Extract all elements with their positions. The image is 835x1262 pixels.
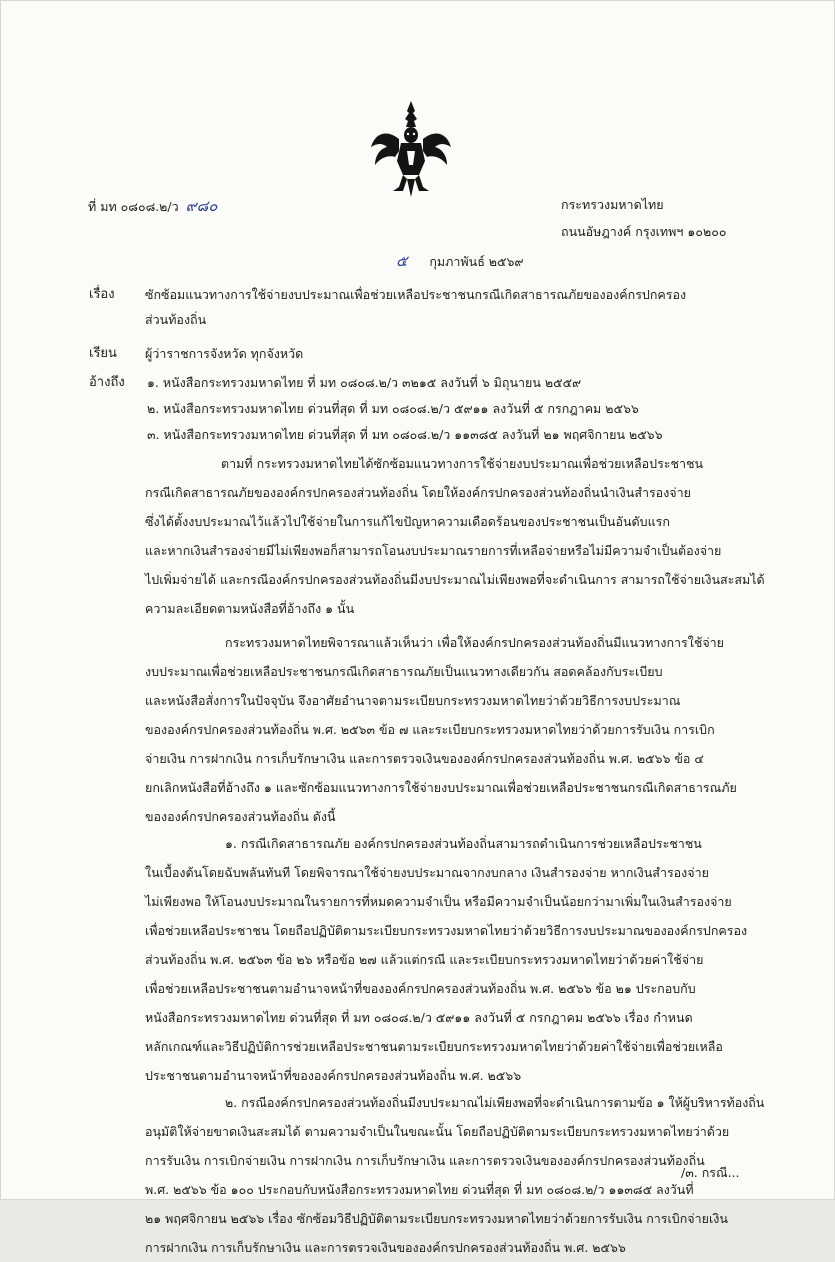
paragraph-line: กระทรวงมหาดไทยพิจารณาแล้วเห็นว่า เพื่อให้องค์กรปกครองส่วนท้องถิ่นมีแนวทางการใช้จ่าย	[225, 635, 724, 650]
paragraph-line: เพื่อช่วยเหลือประชาชน โดยถือปฏิบัติตามระเบียบกระทรวงมหาดไทยว่าด้วยวิธีการงบประมาณขององค์กรปกครอง	[145, 923, 748, 938]
continuation-marker: /๓. กรณี...	[681, 1165, 740, 1180]
paragraph-line: หนังสือกระทรวงมหาดไทย ด่วนที่สุด ที่ มท ๐๘๐๘.๒/ว ๕๙๑๑ ลงวันที่ ๕ กรกฎาคม ๒๕๖๖ เรื่อง กำหนด	[145, 1010, 693, 1025]
paragraph-line: ไปเพิ่มจ่ายได้ และกรณีองค์กรปกครองส่วนท้องถิ่นมีงบประมาณไม่เพียงพอที่จะดำเนินการ สามารถใช้จ่ายเงินสะสมได้	[145, 572, 765, 587]
paragraph-line: ในเบื้องต้นโดยฉับพลันทันที โดยพิจารณาใช้จ่ายงบประมาณจากงบกลาง เงินสำรองจ่าย หากเงินสำรองจ่าย	[145, 865, 709, 880]
paragraph-line: ประชาชนตามอำนาจหน้าที่ขององค์กรปกครองส่วนท้องถิ่น พ.ศ. ๒๕๖๖	[145, 1068, 522, 1083]
paragraph-line: ตามที่ กระทรวงมหาดไทยได้ซักซ้อมแนวทางการใช้จ่ายงบประมาณเพื่อช่วยเหลือประชาชน	[221, 456, 704, 471]
paragraph-line: ส่วนท้องถิ่น พ.ศ. ๒๕๖๓ ข้อ ๒๖ หรือข้อ ๒๗ แล้วแต่กรณี และระเบียบกระทรวงมหาดไทยว่าด้วยค่าใช้จ่าย	[145, 952, 704, 967]
letter-date	[396, 252, 524, 270]
ministry-address: ถนนอัษฎางค์ กรุงเทพฯ ๑๐๒๐๐	[561, 224, 727, 239]
paragraph-line: ๒๑ พฤศจิกายน ๒๕๖๖ เรื่อง ซักซ้อมวิธีปฏิบัติตามระเบียบกระทรวงมหาดไทยว่าด้วยการรับเงิน การเบิกจ่ายเงิน	[145, 1211, 728, 1226]
subject-line-2: ส่วนท้องถิ่น	[145, 312, 207, 327]
paragraph-line: ขององค์กรปกครองส่วนท้องถิ่น พ.ศ. ๒๕๖๓ ข้อ ๗ และระเบียบกระทรวงมหาดไทยว่าด้วยการรับเงิน การเบิก	[145, 722, 715, 737]
ministry-name: กระทรวงมหาดไทย	[561, 197, 664, 212]
reference-number-block	[88, 197, 217, 215]
paragraph-line: พ.ศ. ๒๕๖๖ ข้อ ๑๐๐ ประกอบกับหนังสือกระทรวงมหาดไทย ด่วนที่สุด ที่ มท ๐๘๐๘.๒/ว ๑๑๓๘๕ ลงวันที่	[145, 1182, 694, 1197]
addressee-label: เรียน	[89, 346, 117, 361]
paragraph-line: จ่ายเงิน การฝากเงิน การเก็บรักษาเงิน และการตรวจเงินขององค์กรปกครองส่วนท้องถิ่น พ.ศ. ๒๕๖๖ ข้อ ๔	[145, 751, 704, 766]
paragraph-line: ขององค์กรปกครองส่วนท้องถิ่น ดังนี้	[145, 809, 336, 824]
paragraph-line: ๒. กรณีองค์กรปกครองส่วนท้องถิ่นมีงบประมาณไม่เพียงพอที่จะดำเนินการตามข้อ ๑ ให้ผู้บริหารท้องถิ่น	[225, 1095, 765, 1110]
paragraph-1	[145, 449, 765, 623]
paragraph-line: ซึ่งได้ตั้งงบประมาณไว้แล้วไปใช้จ่ายในการแก้ไขปัญหาความเดือดร้อนของประชาชนเป็นอันดับแรก	[145, 514, 670, 529]
paragraph-line: กรณีเกิดสาธารณภัยขององค์กรปกครองส่วนท้องถิ่น โดยให้องค์กรปกครองส่วนท้องถิ่นนำเงินสำรองจ่าย	[145, 485, 691, 500]
paragraph-line: ไม่เพียงพอ ให้โอนงบประมาณในรายการที่หมดความจำเป็น หรือมีความจำเป็นน้อยกว่ามาเพิ่มในเงินสำรองจ่าย	[145, 894, 732, 909]
paragraph-line: เพื่อช่วยเหลือประชาชนตามอำนาจหน้าที่ขององค์กรปกครองส่วนท้องถิ่น พ.ศ. ๒๕๖๖ ข้อ ๒๑ ประกอบกับ	[145, 981, 696, 996]
paragraph-line: หลักเกณฑ์และวิธีปฏิบัติการช่วยเหลือประชาชนตามระเบียบกระทรวงมหาดไทยว่าด้วยค่าใช้จ่ายเพื่อช่วยเหลือ	[145, 1039, 723, 1054]
paragraph-4	[145, 1088, 764, 1262]
paragraph-line: การฝากเงิน การเก็บรักษาเงิน และการตรวจเงินขององค์กรปกครองส่วนท้องถิ่น พ.ศ. ๒๕๖๖	[145, 1240, 626, 1255]
references-label: อ้างถึง	[89, 375, 125, 390]
paragraph-line: ยกเลิกหนังสือที่อ้างถึง ๑ และซักซ้อมแนวทางการใช้จ่ายงบประมาณเพื่อช่วยเหลือประชาชนกรณีเกิดสาธารณภัย	[145, 780, 737, 795]
garuda-emblem-icon	[369, 99, 453, 199]
paragraph-line: และหากเงินสำรองจ่ายมีไม่เพียงพอก็สามารถโอนงบประมาณรายการที่เหลือจ่ายหรือไม่มีความจำเป็นต้องจ่าย	[145, 543, 722, 558]
date-month-year: กุมภาพันธ์ ๒๕๖๙	[429, 254, 524, 269]
reference-handwritten: ๙๘๐	[185, 197, 218, 215]
paragraph-line: งบประมาณเพื่อช่วยเหลือประชาชนกรณีเกิดสาธารณภัยเป็นแนวทางเดียวกัน สอดคล้องกับระเบียบ	[145, 664, 663, 679]
reference-1: ๑. หนังสือกระทรวงมหาดไทย ที่ มท ๐๘๐๘.๒/ว ๓๒๑๕ ลงวันที่ ๖ มิถุนายน ๒๕๕๙	[147, 375, 582, 390]
paragraph-line: ความละเอียดตามหนังสือที่อ้างถึง ๑ นั้น	[145, 601, 355, 616]
reference-2: ๒. หนังสือกระทรวงมหาดไทย ด่วนที่สุด ที่ มท ๐๘๐๘.๒/ว ๕๙๑๑ ลงวันที่ ๕ กรกฎาคม ๒๕๖๖	[147, 401, 639, 416]
paragraph-line: ๑. กรณีเกิดสาธารณภัย องค์กรปกครองส่วนท้องถิ่นสามารถดำเนินการช่วยเหลือประชาชน	[225, 836, 702, 851]
paragraph-line: อนุมัติให้จ่ายขาดเงินสะสมได้ ตามความจำเป็นในขณะนั้น โดยถือปฏิบัติตามระเบียบกระทรวงมหาดไทยว่าด้วย	[145, 1124, 730, 1139]
paragraph-3	[145, 829, 747, 1090]
paragraph-line: และหนังสือสั่งการในปัจจุบัน จึงอาศัยอำนาจตามระเบียบกระทรวงมหาดไทยว่าด้วยวิธีการงบประมาณ	[145, 693, 681, 708]
date-day: ๕	[396, 252, 408, 270]
subject-line-1: ซักซ้อมแนวทางการใช้จ่ายงบประมาณเพื่อช่วยเหลือประชาชนกรณีเกิดสาธารณภัยขององค์กรปกครอง	[145, 287, 687, 302]
reference-number: ที่ มท ๐๘๐๘.๒/ว	[88, 199, 179, 214]
paragraph-line: การรับเงิน การเบิกจ่ายเงิน การฝากเงิน การเก็บรักษาเงิน และการตรวจเงินขององค์กรปกครองส่วนท้องถิ่น	[145, 1153, 705, 1168]
addressee: ผู้ว่าราชการจังหวัด ทุกจังหวัด	[145, 346, 304, 361]
subject-label: เรื่อง	[89, 287, 115, 302]
reference-3: ๓. หนังสือกระทรวงมหาดไทย ด่วนที่สุด ที่ มท ๐๘๐๘.๒/ว ๑๑๓๘๕ ลงวันที่ ๒๑ พฤศจิกายน ๒๕๖๖	[147, 427, 663, 442]
paragraph-2	[145, 628, 737, 831]
